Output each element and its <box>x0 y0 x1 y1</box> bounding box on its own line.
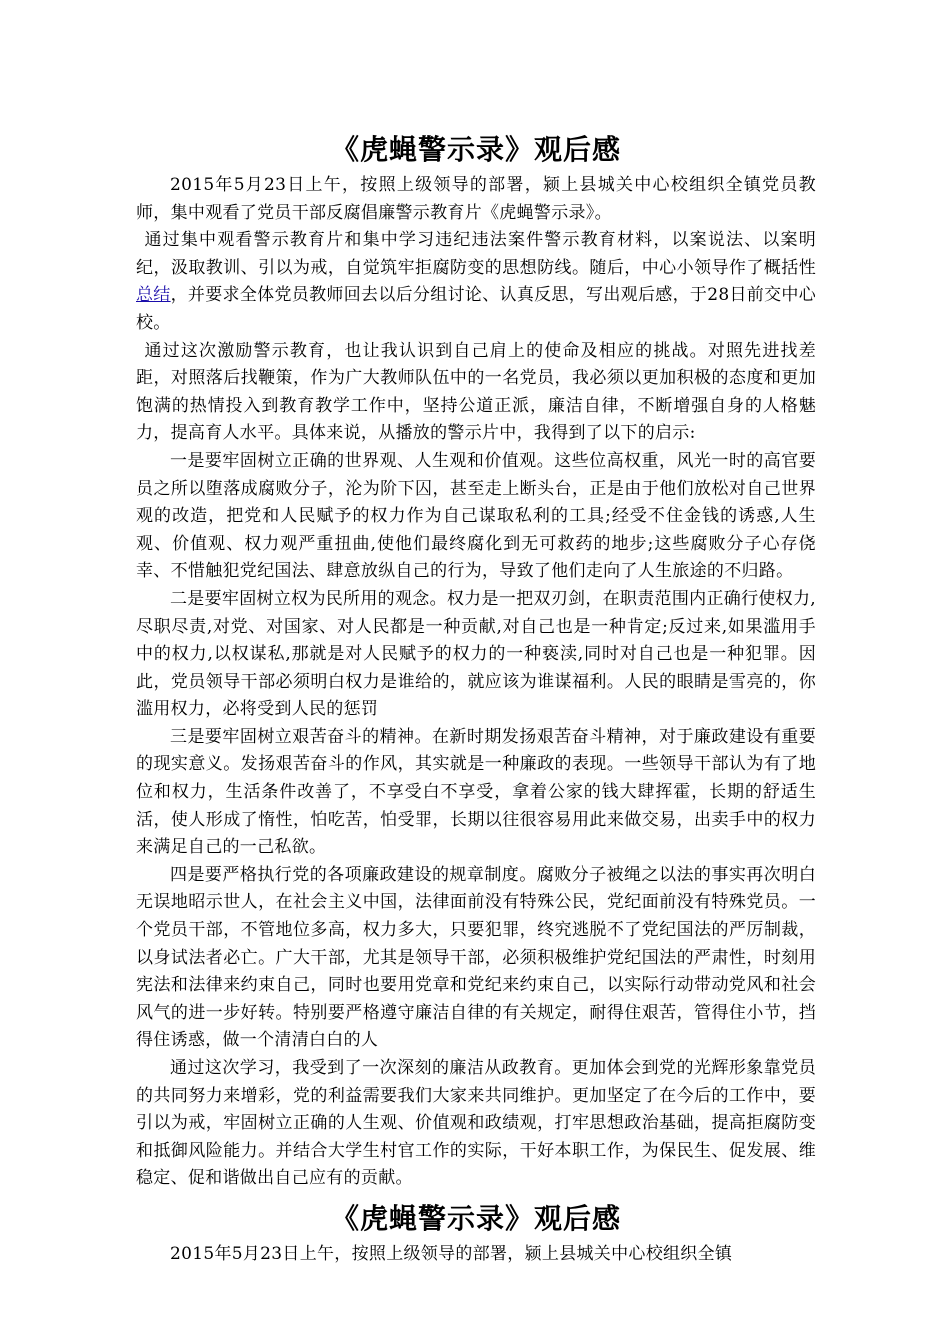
paragraph-viewing-text-2: ，并要求全体党员教师回去以后分组讨论、认真反思，写出观后感，于28日前交中心校。 <box>136 285 816 333</box>
paragraph-intro-repeat: 2015年5月23日上午，按照上级领导的部署，颍上县城关中心校组织全镇 <box>170 1243 733 1264</box>
paragraph-conclusion: 通过这次学习，我受到了一次深刻的廉洁从政教育。更加体会到党的光辉形象靠党员的共同努力来增彩，党的利益需要我们大家来共同维护。更加坚定了在今后的工作中，要引以为戒，牢固树立正确的人生观、价值观和政绩观，打牢思想政治基础，提高拒腐防变和抵御风险能力。并结合大学生村官工作的实际，干好本职工作，为保民生、促发展、维稳定、促和谐做出自己应有的贡献。 <box>136 1058 816 1189</box>
paragraph-point-two: 二是要牢固树立权为民所用的观念。权力是一把双刃剑，在职责范围内正确行使权力,尽职尽责,对党、对国家、对人民都是一种贡献,对自己也是一种肯定;反过来,如果滥用手中的权力,以权谋私,那就是对人民赋予的权力的一种亵渎,同时对自己也是一种犯罪。因此，党员领导干部必须明白权力是谁给的，就应该为谁谋福利。人民的眼睛是雪亮的，你滥用权力，必将受到人民的惩罚 <box>136 588 816 720</box>
summary-link[interactable]: 总结 <box>136 285 171 306</box>
paragraph-point-four: 四是要严格执行党的各项廉政建设的规章制度。腐败分子被绳之以法的事实再次明白无误地昭示世人，在社会主义中国，法律面前没有特殊公民，党纪面前没有特殊党员。一个党员干部，不管地位多高，权力多大，只要犯罪，终究逃脱不了党纪国法的严厉制裁，以身试法者必亡。广大干部，尤其是领导干部，必须积极维护党纪国法的严肃性，时刻用宪法和法律来约束自己，同时也要用党章和党纪来约束自己，以实际行动带动党风和社会风气的进一步好转。特别要严格遵守廉洁自律的有关规定，耐得住艰苦，管得住小节，挡得住诱惑，做一个清清白白的人 <box>136 864 816 1051</box>
paragraph-point-one: 一是要牢固树立正确的世界观、人生观和价值观。这些位高权重，风光一时的高官要员之所以堕落成腐败分子，沦为阶下囚，甚至走上断头台，正是由于他们放松对自己世界观的改造，把党和人民赋予的权力作为自己谋取私利的工具;经受不住金钱的诱惑,人生观、价值观、权力观严重扭曲,使他们最终腐化到无可救药的地步;这些腐败分子心存侥幸、不惜触犯党纪国法、肆意放纵自己的行为，导致了他们走向了人生旅途的不归路。 <box>136 450 816 582</box>
paragraph-intro: 2015年5月23日上午，按照上级领导的部署，颍上县城关中心校组织全镇党员教师，集中观看了党员干部反腐倡廉警示教育片《虎蝇警示录》。 <box>136 175 816 223</box>
paragraph-viewing-text-1: 通过集中观看警示教育片和集中学习违纪违法案件警示教育材料，以案说法、以案明纪，汲取教训、引以为戒，自觉筑牢拒腐防变的思想防线。随后，中心小领导作了概括性 <box>136 230 816 278</box>
document-title-repeat: 《虎蝇警示录》观后感 <box>330 1201 621 1235</box>
paragraph-viewing <box>136 227 816 337</box>
document-title: 《虎蝇警示录》观后感 <box>330 133 621 166</box>
paragraph-reflection: 通过这次激励警示教育，也让我认识到自己肩上的使命及相应的挑战。对照先进找差距，对照落后找鞭策，作为广大教师队伍中的一名党员，我必须以更加积极的态度和更加饱满的热情投入到教育教学工作中，坚持公道正派，廉洁自律，不断增强自身的人格魅力，提高育人水平。具体来说，从播放的警示片中，我得到了以下的启示: <box>136 340 816 444</box>
document-page <box>136 128 816 1269</box>
paragraph-point-three: 三是要牢固树立艰苦奋斗的精神。在新时期发扬艰苦奋斗精神，对于廉政建设有重要的现实意义。发扬艰苦奋斗的作风，其实就是一种廉政的表现。一些领导干部认为有了地位和权力，生活条件改善了，不享受白不享受，拿着公家的钱大肆挥霍，长期的舒适生活，使人形成了惰性，怕吃苦，怕受罪，长期以往很容易用此来做交易，出卖手中的权力来满足自己的一己私欲。 <box>136 726 816 858</box>
